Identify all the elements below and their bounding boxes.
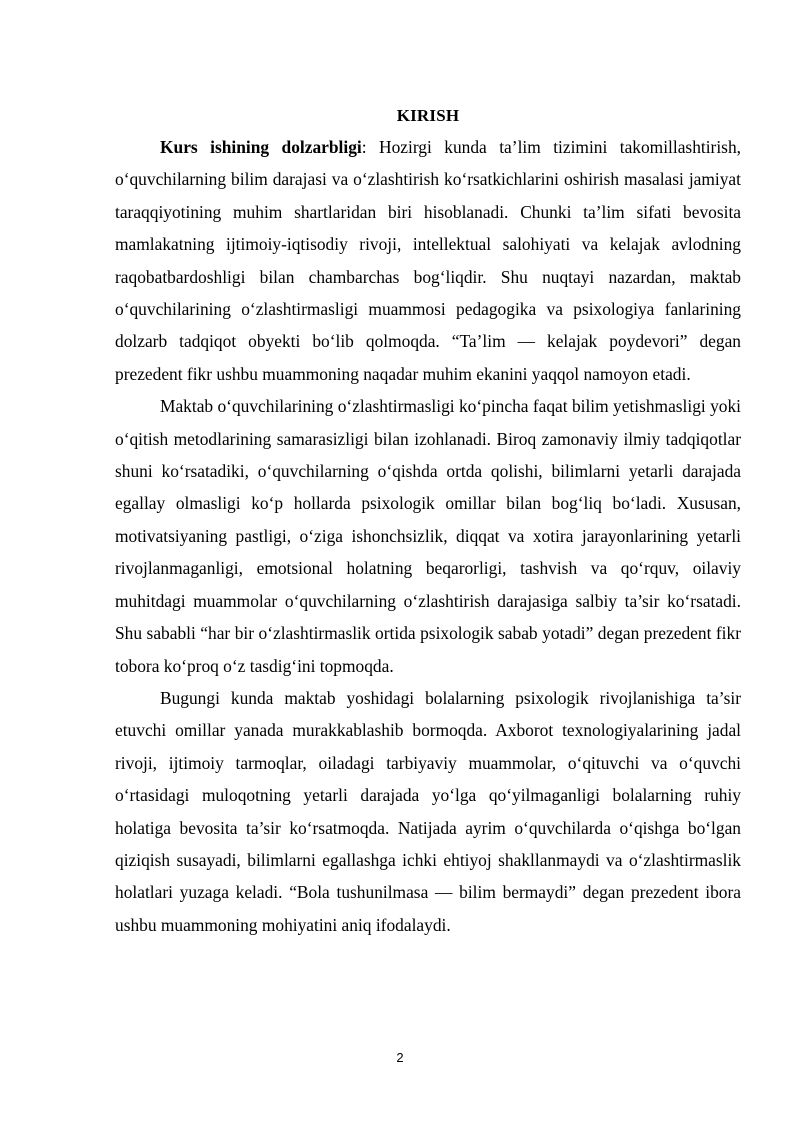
paragraph-lead: Kurs ishining dolzarbligi (160, 137, 362, 157)
paragraph-text: Bugungi kunda maktab yoshidagi bolalarning psixologik rivojlanishiga ta’sir etuvchi omillar yanada murakkablashib bormoqda. Axborot texnologiyalarining jadal rivoji, ijtimoiy tarmoqlar, oiladagi tarbiyaviy muammolar, o‘qituvchi va o‘quvchi o‘rtasidagi muloqotning yetarli darajada yo‘lga qo‘yilmaganligi bolalarning ruhiy holatiga bevosita ta’sir ko‘rsatmoqda. Natijada ayrim o‘quvchilarda o‘qishga bo‘lgan qiziqish susayadi, bilimlarni egallashga ichki ehtiyoj shakllanmaydi va o‘zlashtirmaslik holatlari yuzaga keladi. “Bola tushunilmasa — bilim bermaydi” degan prezedent ibora ushbu muammoning mohiyatini aniq ifodalaydi. (115, 687, 741, 935)
paragraph-psychological-factors (115, 390, 741, 682)
paragraph-text: : Hozirgi kunda ta’lim tizimini takomillashtirish, o‘quvchilarning bilim darajasi va o‘zlashtirish ko‘rsatkichlarini oshirish masalasi jamiyat taraqqiyotining muhim shartlaridan biri hisoblanadi. Chunki ta’lim sifati bevosita mamlakatning ijtimoiy-iqtisodiy rivoji, intellektual salohiyati va kelajak avlodning raqobatbardoshligi bilan chambarchas bog‘liqdir. Shu nuqtayi nazardan, maktab o‘quvchilarining o‘zlashtirmasligi muammosi pedagogika va psixologiya fanlarining dolzarb tadqiqot obyekti bo‘lib qolmoqda. “Ta’lim — kelajak poydevori” degan prezedent fikr ushbu muammoning naqadar muhim ekanini yaqqol namoyon etadi. (115, 137, 741, 384)
paragraph-text: Maktab o‘quvchilarining o‘zlashtirmasligi ko‘pincha faqat bilim yetishmasligi yoki o‘qitish metodlarining samarasizligi bilan izohlanadi. Biroq zamonaviy ilmiy tadqiqotlar shuni ko‘rsatadiki, o‘quvchilarning o‘qishda ortda qolishi, bilimlarni yetarli darajada egallay olmasligi ko‘p hollarda psixologik omillar bilan bog‘liq bo‘ladi. Xususan, motivatsiyaning pastligi, o‘ziga ishonchsizlik, diqqat va xotira jarayonlarining yetarli rivojlanmaganligi, emotsional holatning beqarorligi, tashvish va qo‘rquv, oilaviy muhitdagi muammolar o‘quvchilarning o‘zlashtirish darajasiga salbiy ta’sir ko‘rsatadi. Shu sababli “har bir o‘zlashtirmaslik ortida psixologik sabab yotadi” degan prezedent fikr tobora ko‘proq o‘z tasdig‘ini topmoqda. (115, 396, 742, 676)
document-page (115, 103, 741, 941)
paragraph-relevance (115, 131, 741, 390)
section-heading: KIRISH (396, 106, 460, 125)
paragraph-modern-factors (115, 682, 741, 941)
page-number: 2 (396, 1050, 404, 1065)
